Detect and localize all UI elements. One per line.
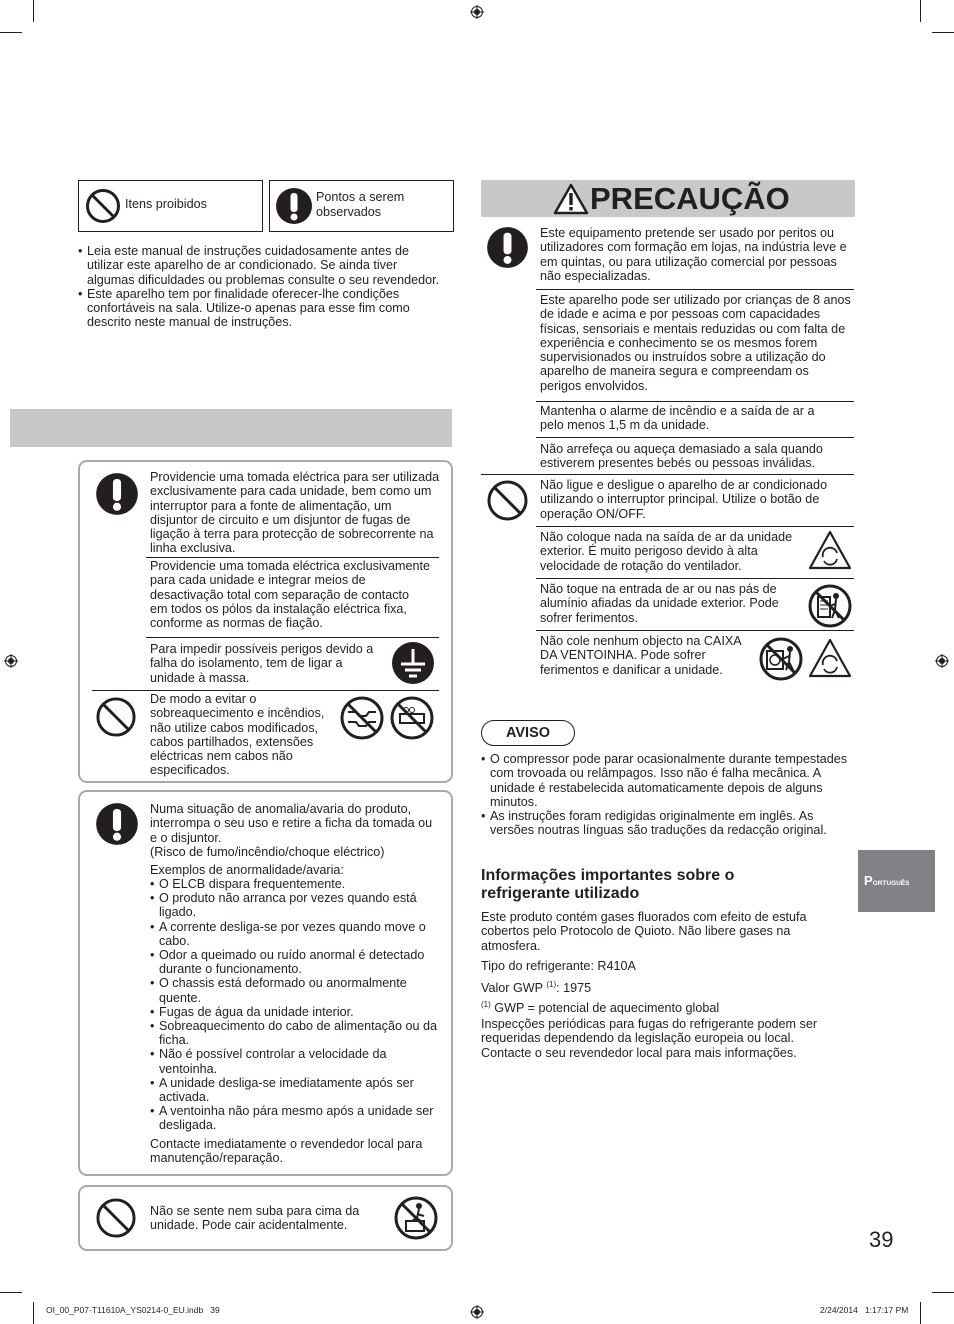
caution-prohibit-1: Não ligue e desligue o aparelho de ar condicionado utilizando o interruptor principal. Utilize o botão de operação ON/OFF.	[540, 478, 828, 521]
footnote-text: GWP = potencial de aquecimento global	[490, 1001, 720, 1016]
legend-observe-label	[316, 190, 404, 220]
list-item: • A corrente desliga-se por vezes quando move o cabo.	[150, 920, 438, 948]
divider	[536, 578, 854, 579]
electrical-item-4: De modo a evitar o sobreaquecimento e incêndios, não utilize cabos modificados, cabos partilhados, extensões eléctricas nem cabos não especificados.	[150, 692, 325, 778]
refrigerant-paragraph-1: Este produto contém gases fluorados com efeito de estufa cobertos pelo Protocolo de Quioto. Não libere gases na atmosfera.	[481, 910, 807, 953]
divider	[536, 401, 854, 402]
divider	[481, 474, 854, 475]
caution-prohibit-4: Não cole nenhum objecto na CAIXA DA VENTOINHA. Pode sofrer ferimentos e danificar a unidade.	[540, 634, 741, 677]
caution-prohibit-2: Não coloque nada na saída de ar da unidade exterior. É muito perigoso devido à alta velocidade de rotação do ventilador.	[540, 530, 793, 573]
legend-observe	[269, 180, 454, 232]
malfunction-contact: Contacte imediatamente o revendedor local para manutenção/reparação.	[150, 1137, 423, 1166]
prohibited-icon	[95, 1197, 137, 1239]
crop-mark	[920, 1302, 921, 1324]
warning-triangle-icon	[553, 183, 589, 215]
rotating-fan-warning-icon	[808, 530, 852, 570]
caution-must-4: Não arrefeça ou aqueça demasiado a sala quando estiverem presentes bebés ou pessoas inválidas.	[540, 442, 823, 471]
divider	[92, 690, 439, 691]
legend-prohibited-label: Itens proibidos	[125, 197, 207, 211]
list-item: • Fugas de água da unidade interior.	[150, 1005, 438, 1019]
caution-prohibit-3: Não toque na entrada de ar ou nas pás de alumínio afiadas da unidade exterior. Pode sofrer ferimentos.	[540, 582, 779, 625]
crop-mark	[932, 1292, 954, 1293]
refrigerant-paragraph-2: Inspecções periódicas para fugas do refrigerante podem ser requeridas dependendo da legislação europeia ou local. Contacte o seu revendedor local para mais informações.	[481, 1017, 818, 1060]
crop-mark	[920, 0, 921, 22]
legend-prohibited	[78, 180, 263, 232]
list-item: • O ELCB dispara frequentemente.	[150, 877, 438, 891]
no-climbing-icon	[394, 1196, 438, 1240]
list-item: • Odor a queimado ou ruído anormal é detectado durante o funcionamento.	[150, 948, 438, 976]
list-item: • Não é possível controlar a velocidade da ventoinha.	[150, 1047, 438, 1075]
divider	[536, 289, 854, 290]
prohibited-icon	[486, 479, 529, 522]
electrical-item-2: Providencie uma tomada eléctrica exclusivamente para cada unidade e integrar meios de desactivação total com separação de contacto em todos os pólos da instalação eléctrica fixa, conforme as normas de fiação.	[150, 559, 430, 631]
exclamation-icon	[95, 472, 139, 516]
rotating-fan-warning-icon	[808, 638, 852, 678]
divider	[146, 637, 439, 638]
crop-mark	[0, 1292, 22, 1293]
refrigerant-heading: Informações importantes sobre o refrigerante utilizado	[481, 867, 735, 902]
legend-observe-line1: Pontos a serem	[316, 190, 405, 204]
language-tab	[858, 850, 935, 912]
footnote-mark: (1)	[481, 1000, 491, 1009]
gwp-footnote-mark: (1)	[546, 980, 557, 989]
caution-title: PRECAUÇÃO	[590, 181, 790, 216]
list-item: • Este aparelho tem por finalidade oferecer-lhe condições confortáveis na sala. Utilize-o apenas para esse fim como descrito neste manual de instruções.	[78, 287, 448, 330]
malfunction-intro-text: Numa situação de anomalia/avaria do produto, interrompa o seu uso e retire a ficha da tomada ou e o disjuntor.	[150, 802, 433, 845]
language-tab-rest: ORTUGUÊS	[872, 880, 910, 887]
ground-icon	[391, 641, 435, 685]
divider	[146, 557, 439, 558]
footer-date: 2/24/2014 1:17:17 PM	[820, 1305, 909, 1315]
list-item: • A unidade desliga-se imediatamente após ser activada.	[150, 1076, 438, 1104]
divider	[536, 630, 854, 631]
electrical-item-3: Para impedir possíveis perigos devido a falha do isolamento, tem de ligar a unidade à massa.	[150, 642, 374, 685]
malfunction-intro	[150, 802, 440, 859]
crop-mark	[932, 32, 954, 33]
legend-observe-line2: observados	[316, 205, 382, 219]
no-extension-cord-icon	[390, 696, 434, 740]
exclamation-icon	[275, 187, 313, 225]
list-item: • As instruções foram redigidas originalmente em inglês. As versões noutras línguas são traduções da redacção original.	[481, 809, 854, 838]
exclamation-icon	[95, 802, 139, 846]
list-item: • Sobreaquecimento do cabo de alimentação ou da ficha.	[150, 1019, 438, 1047]
caution-header	[481, 180, 855, 217]
gwp-label: Valor GWP	[481, 981, 543, 996]
exclamation-icon	[486, 226, 529, 269]
refrigerant-type: Tipo do refrigerante: R410A	[481, 959, 636, 973]
prohibited-icon	[85, 188, 121, 224]
aviso-label: AVISO	[505, 725, 551, 741]
crop-mark	[0, 32, 22, 33]
electrical-item-1: Providencie uma tomada eléctrica para ser utilizada exclusivamente para cada unidade, bem como um interruptor para a fonte de alimentação, um disjuntor de circuito e um disjuntor de fugas de ligação à terra para protecção de sobrecorrente na linha exclusiva.	[150, 470, 440, 556]
registration-mark-icon	[470, 5, 484, 19]
caution-must-1: Este equipamento pretende ser usado por peritos ou utilizadores com formação em lojas, na indústria leve e em quintas, ou para utilização comercial por pessoas não especializadas.	[540, 226, 847, 283]
list-item: • A ventoinha não pára mesmo após a unidade ser desligada.	[150, 1104, 438, 1132]
divider	[536, 437, 854, 438]
list-item: • Leia este manual de instruções cuidadosamente antes de utilizar este aparelho de ar condicionado. Se ainda tiver algumas dificuldades ou problemas consulte o seu revendedor.	[78, 244, 448, 287]
climbing-text: Não se sente nem suba para cima da unidade. Pode cair acidentalmente.	[150, 1204, 360, 1233]
list-item: • O compressor pode parar ocasionalmente durante tempestades com trovoada ou relâmpagos. Isso não é falha mecânica. A unidade é restabelecida automaticamente depois de alguns minutos.	[481, 752, 854, 809]
intro-bullet-list	[78, 244, 448, 330]
registration-mark-icon	[470, 1305, 484, 1319]
prohibited-icon	[95, 696, 137, 738]
crop-mark	[33, 0, 34, 22]
aviso-badge	[481, 720, 575, 746]
refrigerant-gwp	[481, 978, 841, 995]
section-header-bar	[10, 409, 452, 447]
language-tab-label	[864, 874, 910, 891]
caution-must-2: Este aparelho pode ser utilizado por crianças de 8 anos de idade e acima e por pessoas com capacidades físicas, sensoriais e mentais reduzidas ou com falta de experiência e conhecimento se os mesmos forem supervisionados ou instruídos sobre a utilização do aparelho de maneira segura e compreendam os perigos envolvidos.	[540, 293, 851, 393]
no-modified-cable-icon	[340, 696, 384, 740]
refrigerant-footnote	[481, 998, 841, 1015]
divider	[536, 526, 854, 527]
list-item: • O chassis está deformado ou anormalmente quente.	[150, 976, 438, 1004]
malfunction-examples-title: Exemplos de anormalidade/avaria:	[150, 863, 344, 877]
no-touch-fins-icon	[808, 584, 852, 628]
malfunction-risk-text: (Risco de fumo/incêndio/choque eléctrico)	[150, 844, 385, 859]
caution-must-3: Mantenha o alarme de incêndio e a saída de ar a pelo menos 1,5 m da unidade.	[540, 404, 815, 433]
gwp-value: : 1975	[556, 981, 592, 996]
language-tab-initial: P	[864, 873, 873, 888]
no-objects-fan-case-icon	[759, 637, 803, 681]
registration-mark-icon	[4, 654, 18, 668]
footer-file-info: OI_00_P07-T11610A_YS0214-0_EU.indb 39	[46, 1305, 220, 1315]
malfunction-examples-list	[150, 877, 438, 1133]
list-item: • O produto não arranca por vezes quando está ligado.	[150, 891, 438, 919]
aviso-bullet-list	[481, 752, 854, 838]
page-number: 39	[869, 1227, 894, 1252]
crop-mark	[33, 1302, 34, 1324]
registration-mark-icon	[935, 654, 949, 668]
